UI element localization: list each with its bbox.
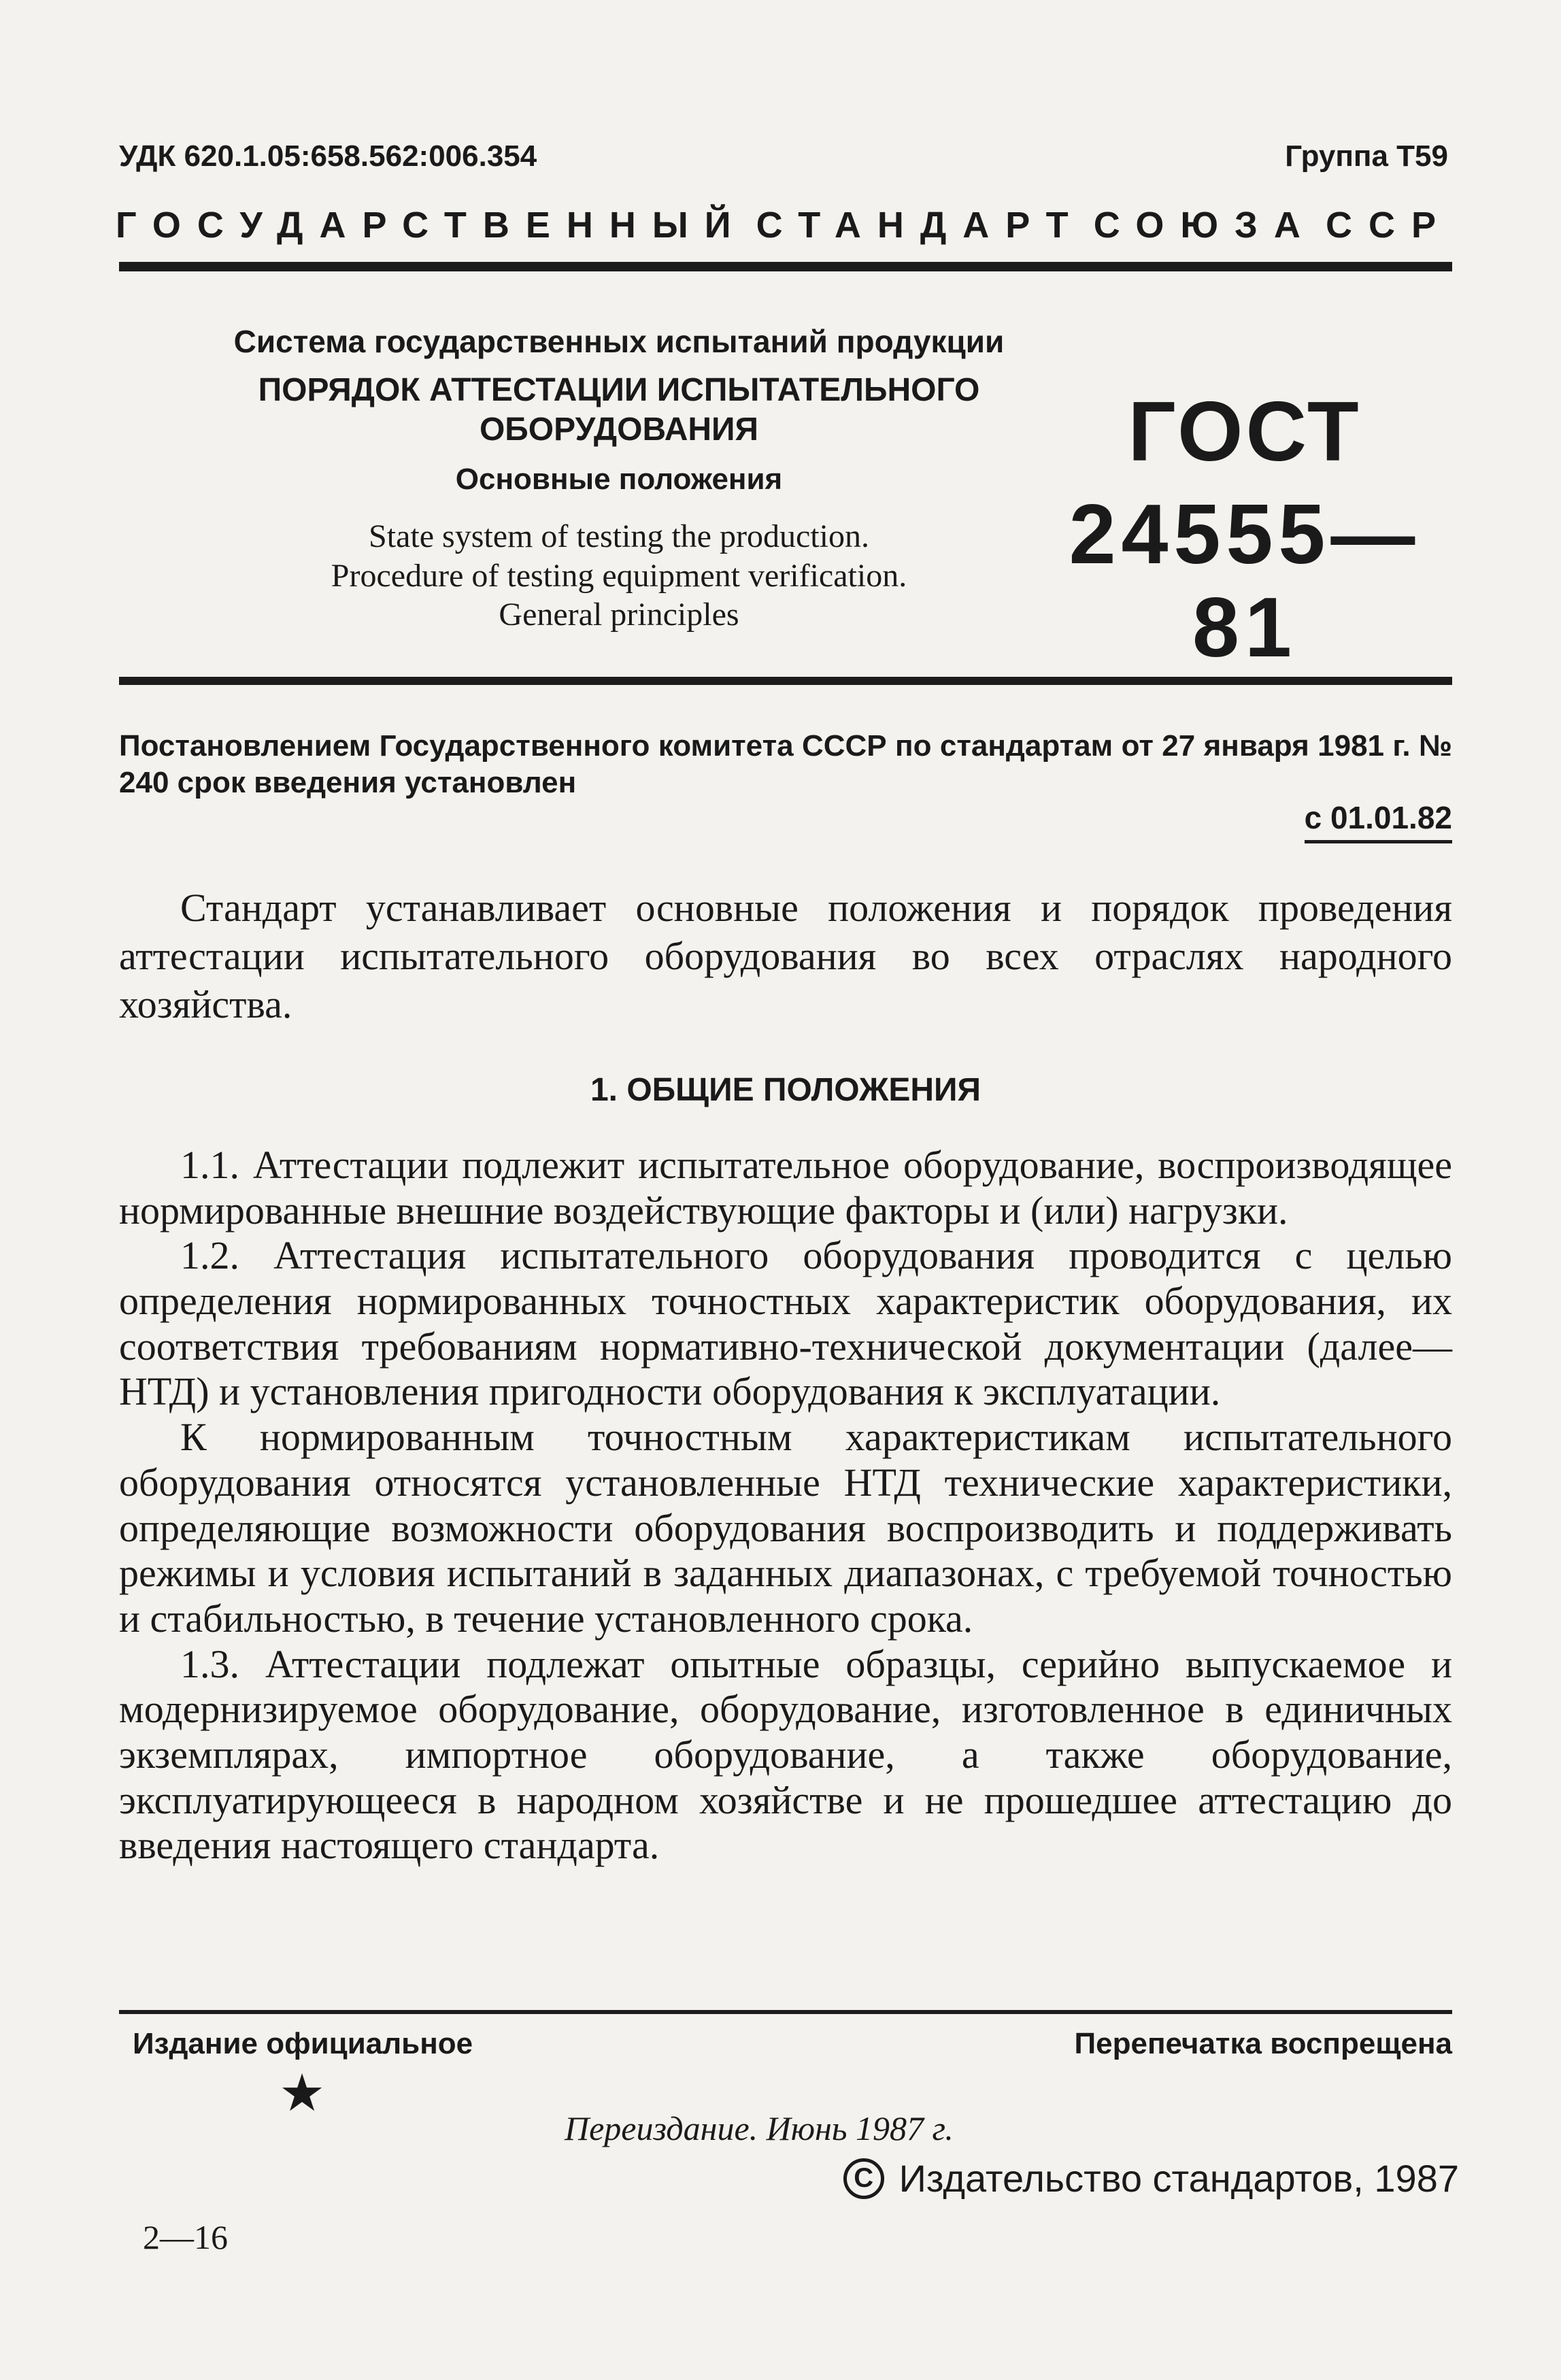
- gost-number: 24555—81: [1069, 488, 1421, 675]
- standard-word: ССР: [1325, 205, 1452, 246]
- publisher-name: Издательство стандартов, 1987: [899, 2157, 1459, 2200]
- paragraph: К нормированным точностным характеристикам испытательного оборудования относятся установленные НТД технические характеристики, определяющие возможности оборудования воспроизводить и поддерживать режимы и условия испытаний в заданных диапазонах, с требуемой точностью и стабильностью, в течение установленного срока.: [119, 1415, 1452, 1641]
- copyright-line: [843, 2156, 1459, 2200]
- main-title-line1: ПОРЯДОК АТТЕСТАЦИИ ИСПЫТАТЕЛЬНОГО: [258, 372, 980, 408]
- standard-banner: [116, 204, 1452, 246]
- title-rule: [119, 677, 1452, 685]
- reissue-note: Переиздание. Июнь 1987 г.: [565, 2109, 954, 2147]
- english-title-line: State system of testing the production.: [369, 518, 869, 555]
- reprint-notice: Перепечатка воспрещена: [1074, 2027, 1452, 2060]
- english-title-line: General principles: [499, 597, 739, 633]
- standard-word: СТАНДАРТ: [756, 205, 1085, 246]
- section-heading: 1. ОБЩИЕ ПОЛОЖЕНИЯ: [590, 1072, 981, 1108]
- system-title: Система государственных испытаний продукции: [233, 324, 1005, 359]
- english-title: [197, 517, 1041, 635]
- title-block: [197, 323, 1041, 635]
- intro-text: Стандарт устанавливает основные положения и порядок проведения аттестации испытательного оборудования во всех отраслях народного хозяйства.: [119, 886, 1452, 1026]
- star-icon: ★: [279, 2065, 326, 2122]
- section-body: [119, 1143, 1452, 1868]
- effective-date: с 01.01.82: [1305, 799, 1452, 843]
- page-code: 2—16: [143, 2218, 228, 2256]
- udk-code: УДК 620.1.05:658.562:006.354: [119, 139, 537, 173]
- paragraph: 1.2. Аттестация испытательного оборудования проводится с целью определения нормированных точностных характеристик оборудования, их соответствия требованиям нормативно-технической документации (далее—НТД) и установления пригодности оборудования к эксплуатации.: [119, 1233, 1452, 1414]
- gost-designation: [1061, 385, 1428, 675]
- edition-label: Издание официальное: [133, 2027, 473, 2060]
- english-title-line: Procedure of testing equipment verification.: [331, 557, 907, 594]
- paragraph: 1.3. Аттестации подлежат опытные образцы, серийно выпускаемое и модернизируемое оборудование, оборудование, изготовленное в единичных экземплярах, импортное оборудование, а также оборудование, эксплуатирующееся в народном хозяйстве и не прошедшее аттестацию до введения настоящего стандарта.: [119, 1641, 1452, 1868]
- main-title-line2: ОБОРУДОВАНИЯ: [479, 411, 759, 448]
- gost-label: ГОСТ: [1128, 385, 1362, 479]
- paragraph: 1.1. Аттестации подлежит испытательное оборудование, воспроизводящее нормированные внешние воздействующие факторы и (или) нагрузки.: [119, 1143, 1452, 1233]
- intro-paragraph: [119, 884, 1452, 1028]
- copyright-icon: C: [843, 2158, 884, 2199]
- group-code: Группа Т59: [1285, 139, 1448, 173]
- subtitle: Основные положения: [455, 463, 783, 497]
- header-rule: [119, 262, 1452, 271]
- standard-word: СОЮЗА: [1093, 205, 1317, 246]
- standard-word: ГОСУДАРСТВЕННЫЙ: [116, 205, 748, 246]
- decree-text: Постановлением Государственного комитета СССР по стандартам от 27 января 1981 г. № 240 срок введения установлен: [119, 729, 1452, 799]
- footer-rule: [119, 2010, 1452, 2014]
